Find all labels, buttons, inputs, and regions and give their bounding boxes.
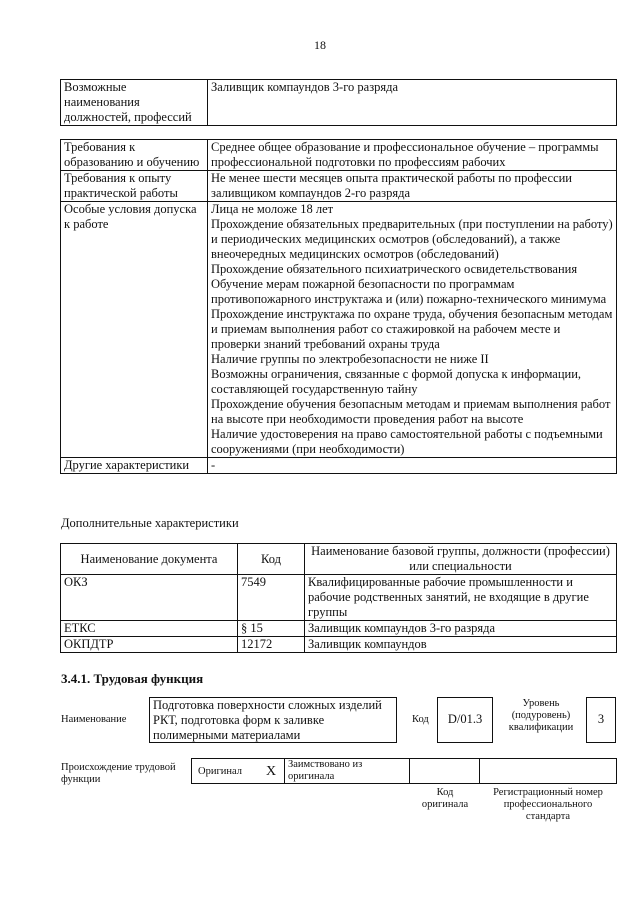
reg-number-caption: Регистрационный номер профессионального стандарта <box>493 787 603 822</box>
requirement-line: Не менее шести месяцев опыта практической работы по профессии заливщиком компаундов 2-го разряда <box>211 171 572 200</box>
table-header-row <box>61 544 617 575</box>
positions-table <box>60 79 617 126</box>
requirement-line: Обучение мерам пожарной безопасности по программам противопожарного инструктажа и (или) пожарно-технического минимума <box>211 277 607 306</box>
requirement-line: Наличие группы по электробезопасности не ниже II <box>211 352 489 366</box>
original-box <box>191 758 285 784</box>
requirement-line: Прохождение обязательных предварительных (при поступлении на работу) и периодических медицинских осмотров (обследований), а также внеочередных медицинских осмотров (обследований) <box>211 217 613 261</box>
requirement-line: Прохождение обязательного психиатрического освидетельствования <box>211 262 578 276</box>
requirement-line: Наличие удостоверения на право самостоятельной работы с подъемными сооружениями (при необходимости) <box>211 427 603 456</box>
cell-document: ОКПДТР <box>61 637 238 653</box>
requirement-line: Прохождение инструктажа по охране труда, обучения безопасным методам и приемам выполнения работ со стажировкой на рабочем месте и проверки знаний требований охраны труда <box>211 307 613 351</box>
function-name-value: Подготовка поверхности сложных изделий РКТ, подготовка форм к заливке полимерными материалами <box>149 697 397 743</box>
table-row <box>61 458 617 474</box>
page-number: 18 <box>314 38 326 52</box>
requirement-label: Требования к опыту практической работы <box>61 171 208 202</box>
original-code-box <box>409 758 480 784</box>
function-name-label: Наименование <box>61 714 127 725</box>
additional-table <box>60 543 617 653</box>
requirement-line: Среднее общее образование и профессиональное обучение – программы профессиональной подготовки по профессиям рабочих <box>211 140 599 169</box>
header-document: Наименование документа <box>61 544 238 575</box>
positions-value: Заливщик компаундов 3-го разряда <box>208 80 617 126</box>
cell-group: Заливщик компаундов 3-го разряда <box>305 621 617 637</box>
original-label: Оригинал <box>198 766 242 777</box>
requirement-line: Прохождение обучения безопасным методам и приемам выполнения работ на высоте при необходимости проведения работ на высоте <box>211 397 611 426</box>
table-row <box>61 575 617 621</box>
origin-label: Происхождение трудовой функции <box>61 762 176 785</box>
table-row <box>61 80 617 126</box>
additional-title: Дополнительные характеристики <box>61 516 239 530</box>
table-row <box>61 202 617 458</box>
cell-code: § 15 <box>238 621 305 637</box>
cell-document: ЕТКС <box>61 621 238 637</box>
cell-code: 7549 <box>238 575 305 621</box>
requirement-line: Лица не моложе 18 лет <box>211 202 334 216</box>
requirement-line: - <box>211 458 216 472</box>
requirement-label: Особые условия допуска к работе <box>61 202 208 458</box>
requirement-value <box>208 171 617 202</box>
reg-number-box <box>479 758 617 784</box>
requirement-label: Требования к образованию и обучению <box>61 140 208 171</box>
cell-group: Заливщик компаундов <box>305 637 617 653</box>
requirement-value <box>208 202 617 458</box>
cell-document: ОКЗ <box>61 575 238 621</box>
positions-label: Возможные наименования должностей, профессий <box>61 80 208 126</box>
borrowed-box: Заимствовано из оригинала <box>284 758 410 784</box>
original-code-caption: Код оригинала <box>421 787 469 810</box>
requirements-table <box>60 139 617 474</box>
function-code-label: Код <box>412 714 429 725</box>
table-row <box>61 171 617 202</box>
table-row <box>61 637 617 653</box>
requirement-label: Другие характеристики <box>61 458 208 474</box>
table-row <box>61 140 617 171</box>
cell-code: 12172 <box>238 637 305 653</box>
header-code: Код <box>238 544 305 575</box>
level-label: Уровень (подуровень) квалификации <box>508 698 574 733</box>
requirement-value <box>208 140 617 171</box>
level-value: 3 <box>586 697 616 743</box>
header-group: Наименование базовой группы, должности (профессии) или специальности <box>305 544 617 575</box>
section-heading: 3.4.1. Трудовая функция <box>61 671 204 686</box>
function-code-value: D/01.3 <box>437 697 493 743</box>
requirement-value <box>208 458 617 474</box>
original-mark: X <box>266 764 277 779</box>
cell-group: Квалифицированные рабочие промышленности и рабочие родственных занятий, не входящие в другие группы <box>305 575 617 621</box>
table-row <box>61 621 617 637</box>
requirement-line: Возможны ограничения, связанные с формой допуска к информации, составляющей государственную тайну <box>211 367 582 396</box>
